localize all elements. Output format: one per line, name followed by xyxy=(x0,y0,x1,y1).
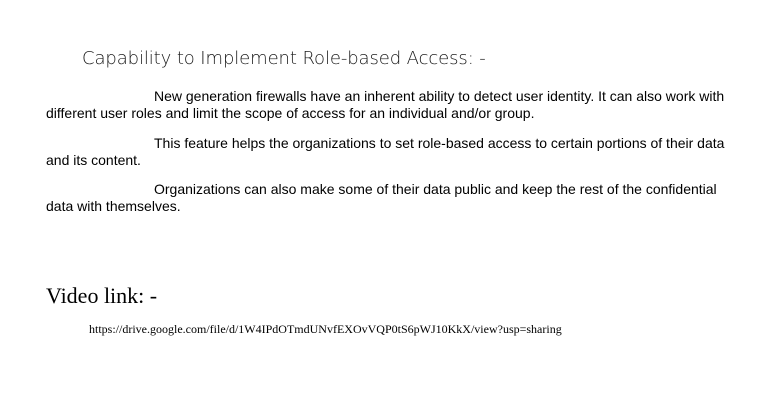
video-link-heading: Video link: - xyxy=(46,283,158,308)
video-link-url[interactable]: https://drive.google.com/file/d/1W4IPdOTmdUNvfEXOvVQP0tS6pWJ10KkX/view?usp=sharing xyxy=(89,322,562,336)
paragraph-public-data: Organizations can also make some of their data public and keep the rest of the confidential data with themselves. xyxy=(46,181,717,214)
section-heading: Capability to Implement Role-based Access: - xyxy=(82,48,486,69)
paragraph-role-based-access: This feature helps the organizations to set role-based access to certain portions of their data and its content. xyxy=(46,135,725,168)
paragraph-user-identity: New generation firewalls have an inherent ability to detect user identity. It can also work with different user roles and limit the scope of access for an individual and/or group. xyxy=(46,88,725,121)
